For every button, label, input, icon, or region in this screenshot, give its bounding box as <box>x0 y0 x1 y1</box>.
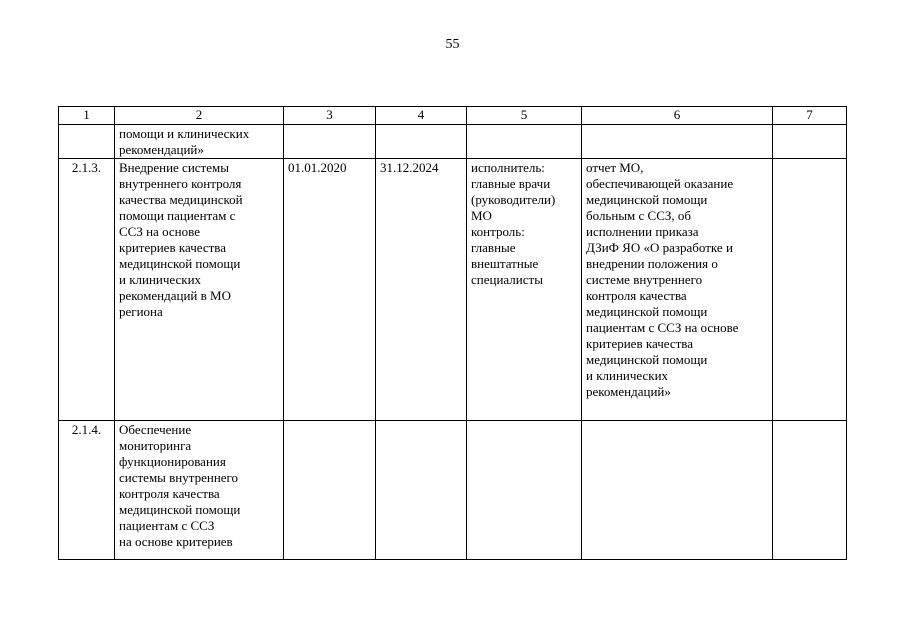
responsible-cell <box>467 125 582 159</box>
note-cell <box>773 421 847 560</box>
header-cell: 7 <box>773 107 847 125</box>
note-cell <box>773 125 847 159</box>
table-row <box>59 421 847 560</box>
measure-cell: Внедрение системы внутреннего контроля качества медицинской помощи пациентам с ССЗ на основе критериев качества медицинской помощи и клинических рекомендаций в МО региона <box>115 159 284 421</box>
plan-table <box>58 106 847 560</box>
measure-cell: помощи и клинических рекомендаций» <box>115 125 284 159</box>
header-cell: 6 <box>582 107 773 125</box>
row-number-cell <box>59 125 115 159</box>
page-number: 55 <box>445 37 460 52</box>
header-cell: 3 <box>284 107 376 125</box>
start-date-cell: 01.01.2020 <box>284 159 376 421</box>
start-date-cell <box>284 421 376 560</box>
header-cell: 5 <box>467 107 582 125</box>
responsible-cell: исполнитель: главные врачи (руководители) МО контроль: главные внештатные специалисты <box>467 159 582 421</box>
header-row <box>59 107 847 125</box>
table-row <box>59 159 847 421</box>
end-date-cell <box>376 125 467 159</box>
table-row <box>59 125 847 159</box>
row-number-cell: 2.1.4. <box>59 421 115 560</box>
header-cell: 4 <box>376 107 467 125</box>
note-cell <box>773 159 847 421</box>
result-cell <box>582 125 773 159</box>
result-cell <box>582 421 773 560</box>
end-date-cell <box>376 421 467 560</box>
header-cell: 1 <box>59 107 115 125</box>
start-date-cell <box>284 125 376 159</box>
row-number-cell: 2.1.3. <box>59 159 115 421</box>
measure-cell: Обеспечение мониторинга функционирования системы внутреннего контроля качества медицинской помощи пациентам с ССЗ на основе критериев <box>115 421 284 560</box>
result-cell: отчет МО, обеспечивающей оказание медицинской помощи больным с ССЗ, об исполнении приказа ДЗиФ ЯО «О разработке и внедрении положения о системе внутреннего контроля качества медицинской помощи пациентам с ССЗ на основе критериев качества медицинской помощи и клинических рекомендаций» <box>582 159 773 421</box>
header-cell: 2 <box>115 107 284 125</box>
end-date-cell: 31.12.2024 <box>376 159 467 421</box>
responsible-cell <box>467 421 582 560</box>
